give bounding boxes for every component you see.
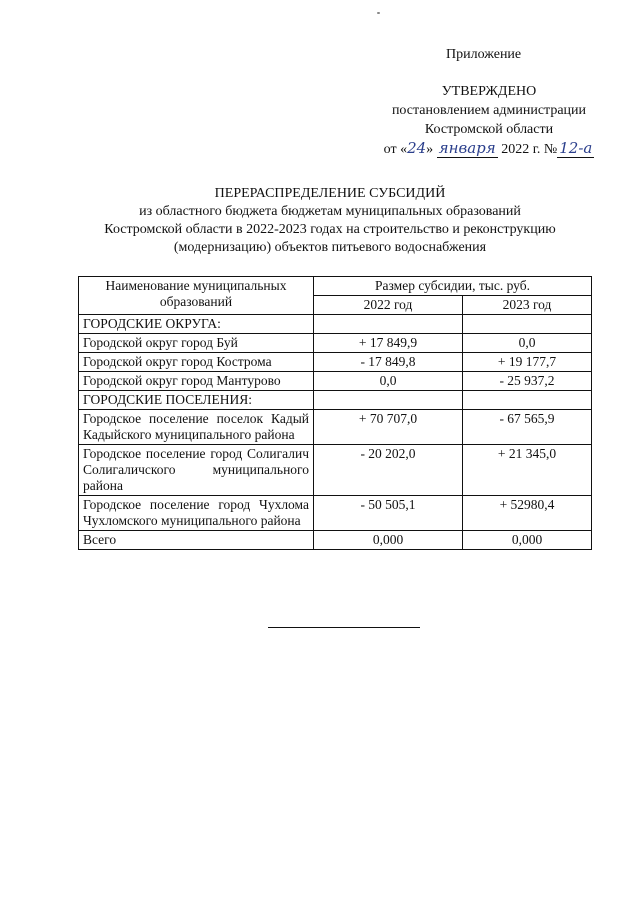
date-year: 2022 г. № — [501, 142, 558, 157]
row-name: Городской округ город Мантурово — [79, 372, 314, 391]
table-row — [79, 334, 592, 353]
row-value-2023: 0,0 — [463, 334, 592, 353]
total-2023: 0,000 — [463, 531, 592, 550]
table-row — [79, 410, 592, 445]
approved-line-2: Костромской области — [424, 122, 554, 137]
row-value-2022: 0,0 — [314, 372, 463, 391]
row-value-2022: - 50 505,1 — [314, 496, 463, 531]
table-row — [79, 445, 592, 496]
title-line-3: Костромской области в 2022-2023 годах на строительство и реконструкцию — [104, 222, 556, 237]
row-value-2022: + 17 849,9 — [314, 334, 463, 353]
scan-speck — [377, 12, 380, 14]
row-value-2023: - 25 937,2 — [463, 372, 592, 391]
row-name: Городское поселение город Чухлома Чухломского муниципального района — [79, 496, 314, 531]
document-title — [60, 185, 600, 257]
date-prefix: от « — [383, 142, 408, 157]
date-quote-close: » — [426, 142, 434, 157]
header-year-2022: 2022 год — [314, 296, 463, 315]
date-day-handwritten: 24 — [407, 139, 427, 157]
date-month-handwritten: января — [438, 139, 496, 157]
row-value-2022: + 70 707,0 — [314, 410, 463, 445]
row-name: Городское поселение город Солигалич Солигаличского муниципального района — [79, 445, 314, 496]
document-number-handwritten: 12-а — [559, 139, 593, 157]
row-name: Городской округ город Кострома — [79, 353, 314, 372]
row-value-2022: - 17 849,8 — [314, 353, 463, 372]
title-line-1: ПЕРЕРАСПРЕДЕЛЕНИЕ СУБСИДИЙ — [214, 186, 446, 201]
table-row — [79, 496, 592, 531]
total-label: Всего — [79, 531, 314, 550]
appendix-label: Приложение — [446, 47, 522, 62]
row-name: Городское поселение поселок Кадый Кадыйского муниципального района — [79, 410, 314, 445]
approved-line-1: постановлением администрации — [391, 103, 587, 118]
table-row — [79, 353, 592, 372]
row-value-2023: + 21 345,0 — [463, 445, 592, 496]
header-year-2023: 2023 год — [463, 296, 592, 315]
approval-date-line — [383, 139, 595, 159]
title-line-2: из областного бюджета бюджетам муниципальных образований — [139, 204, 521, 219]
row-value-2023: + 19 177,7 — [463, 353, 592, 372]
row-name: Городской округ город Буй — [79, 334, 314, 353]
end-of-document-line — [268, 627, 420, 628]
title-line-4: (модернизацию) объектов питьевого водоснабжения — [173, 240, 487, 255]
section-urban-settlements: ГОРОДСКИЕ ПОСЕЛЕНИЯ: — [79, 391, 314, 410]
header-subsidy-size: Размер субсидии, тыс. руб. — [314, 277, 592, 296]
header-municipality: Наименование муниципальных образований — [79, 277, 314, 315]
row-value-2023: + 52980,4 — [463, 496, 592, 531]
approval-block — [383, 82, 595, 159]
row-value-2022: - 20 202,0 — [314, 445, 463, 496]
section-city-districts: ГОРОДСКИЕ ОКРУГА: — [79, 315, 314, 334]
subsidy-table — [78, 276, 592, 550]
total-2022: 0,000 — [314, 531, 463, 550]
total-row — [79, 531, 592, 550]
row-value-2023: - 67 565,9 — [463, 410, 592, 445]
approved-heading: УТВЕРЖДЕНО — [441, 84, 537, 99]
table-row — [79, 372, 592, 391]
